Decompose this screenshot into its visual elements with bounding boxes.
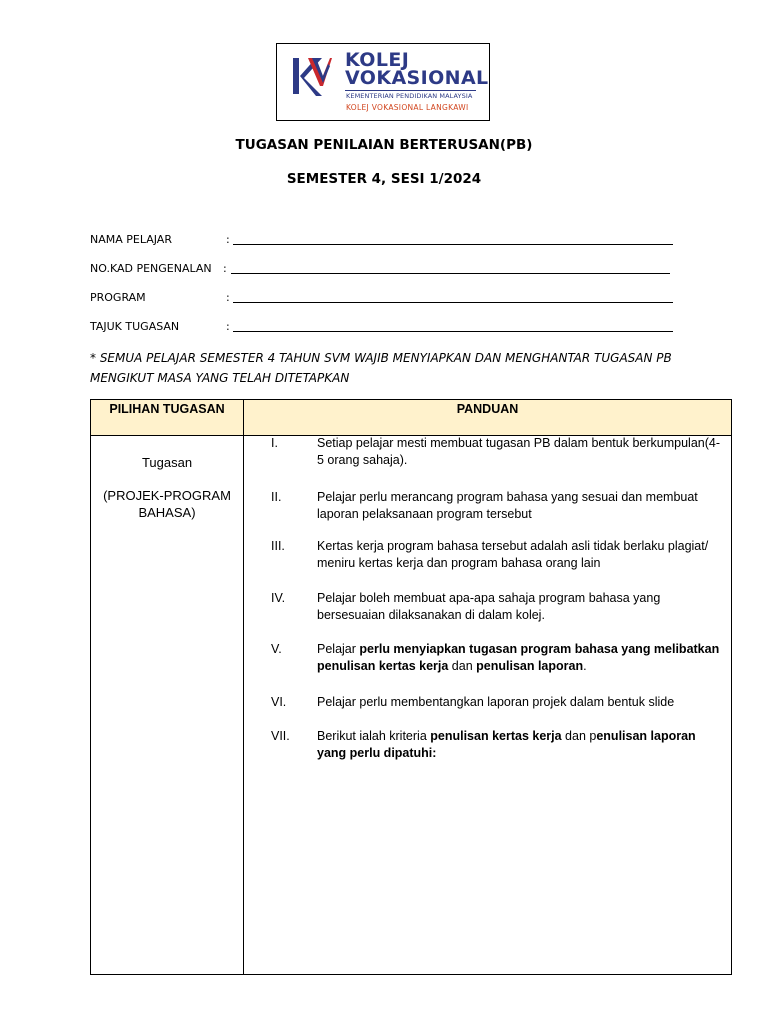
- guideline-number: I.: [271, 436, 278, 450]
- guideline-number: VI.: [271, 695, 287, 709]
- guideline-text: [317, 435, 722, 469]
- guideline-plain-text: dan p: [561, 729, 597, 743]
- guideline-number: III.: [271, 539, 285, 553]
- field-blank-line[interactable]: [231, 273, 670, 274]
- guideline-number: VII.: [271, 729, 290, 743]
- guideline-plain-text: dan: [448, 659, 477, 673]
- guideline-bold-text: penulisan laporan: [476, 659, 584, 673]
- logo-wordmark: [345, 51, 489, 87]
- field-colon: :: [226, 291, 230, 304]
- field-label: PROGRAM: [90, 291, 146, 304]
- kv-emblem-icon: [292, 56, 332, 98]
- guideline-plain-text: Pelajar: [317, 642, 360, 656]
- task-subtitle: (PROJEK-PROGRAM BAHASA): [103, 488, 231, 520]
- field-label: TAJUK TUGASAN: [90, 320, 180, 333]
- field-label: NAMA PELAJAR: [90, 233, 172, 246]
- field-colon: :: [226, 233, 230, 246]
- logo-divider: [345, 90, 476, 91]
- logo-line2: VOKASIONAL: [345, 67, 489, 89]
- guideline-plain-text: .: [583, 659, 587, 673]
- field-blank-line[interactable]: [233, 244, 673, 245]
- guideline-number: II.: [271, 490, 282, 504]
- guideline-plain-text: Pelajar perlu merancang program bahasa yang sesuai dan membuat laporan pelaksanaan program tersebut: [317, 490, 698, 521]
- field-colon: :: [223, 262, 227, 275]
- college-logo: [276, 43, 490, 121]
- guideline-bold-text: penulisan kertas kerja: [430, 729, 562, 743]
- guideline-plain-text: Pelajar boleh membuat apa-apa sahaja program bahasa yang bersesuaian dilaksanakan di dalam kolej.: [317, 591, 661, 622]
- field-blank-line[interactable]: [233, 302, 673, 303]
- task-table: [90, 399, 732, 975]
- guideline-number: IV.: [271, 591, 286, 605]
- logo-campus: KOLEJ VOKASIONAL LANGKAWI: [346, 103, 469, 112]
- document-subtitle: SEMESTER 4, SESI 1/2024: [286, 171, 482, 187]
- guideline-text: [317, 694, 722, 711]
- task-title: Tugasan: [141, 455, 193, 470]
- guideline-text: [317, 728, 722, 762]
- field-blank-line[interactable]: [233, 331, 673, 332]
- logo-ministry: KEMENTERIAN PENDIDIKAN MALAYSIA: [346, 92, 473, 100]
- guideline-bold-text: enulisan laporan yang perlu dipatuhi:: [317, 729, 696, 760]
- guideline-plain-text: Berikut ialah kriteria: [317, 729, 431, 743]
- submission-notice: * SEMUA PELAJAR SEMESTER 4 TAHUN SVM WAJIB MENYIAPKAN DAN MENGHANTAR TUGASAN PB MENGIKUT MASA YANG TELAH DITETAPKAN: [90, 351, 672, 385]
- document-title: TUGASAN PENILAIAN BERTERUSAN(PB): [235, 137, 533, 153]
- guideline-text: [317, 489, 722, 523]
- guideline-plain-text: Setiap pelajar mesti membuat tugasan PB dalam bentuk berkumpulan(4-5 orang sahaja).: [317, 436, 720, 467]
- task-choice-cell: [91, 454, 243, 521]
- header-panduan: PANDUAN: [456, 402, 519, 416]
- header-pilihan-tugasan: PILIHAN TUGASAN: [109, 402, 225, 416]
- guideline-number: V.: [271, 642, 282, 656]
- guideline-bold-text: perlu menyiapkan tugasan program bahasa yang melibatkan penulisan kertas kerja: [317, 642, 720, 673]
- column-divider: [243, 400, 244, 974]
- guideline-text: [317, 538, 722, 572]
- guideline-text: [317, 641, 722, 675]
- guideline-text: [317, 590, 722, 624]
- field-label: NO.KAD PENGENALAN: [90, 262, 212, 275]
- guideline-plain-text: Pelajar perlu membentangkan laporan projek dalam bentuk slide: [317, 695, 675, 709]
- field-colon: :: [226, 320, 230, 333]
- table-header-row: [91, 400, 731, 436]
- guideline-plain-text: Kertas kerja program bahasa tersebut adalah asli tidak berlaku plagiat/ meniru kertas kerja dan program bahasa orang lain: [317, 539, 709, 570]
- logo-line1: KOLEJ: [345, 49, 410, 71]
